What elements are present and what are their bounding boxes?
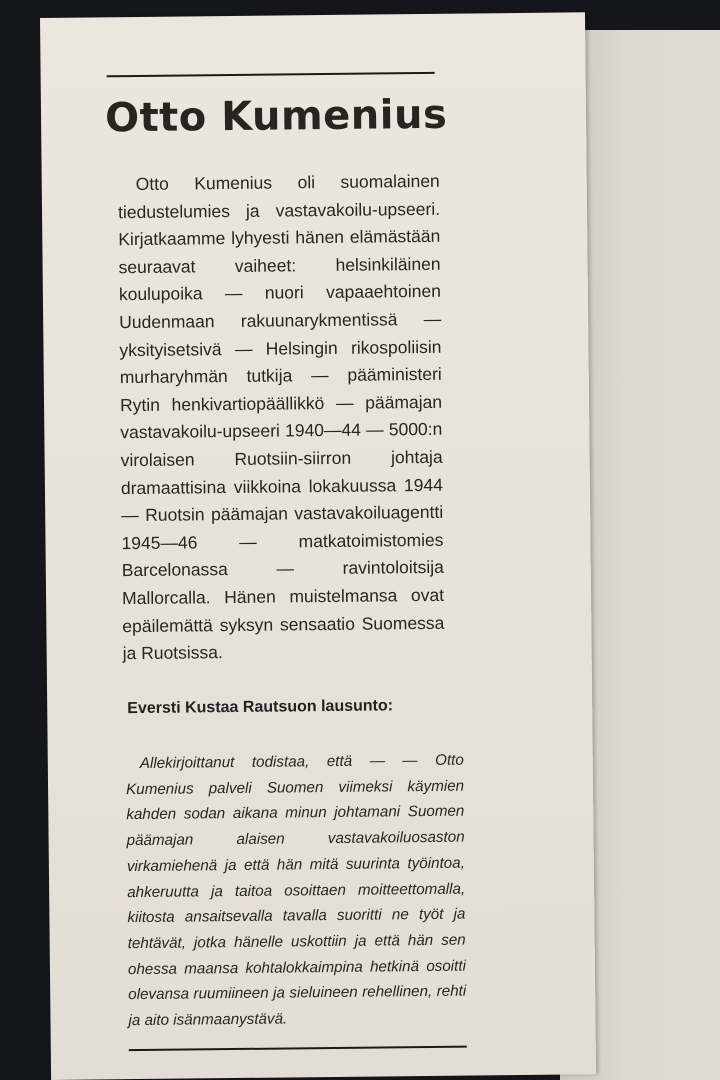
statement-text: Allekirjoittanut todistaa, että — — Otto Kumenius palveli Suomen viimeksi käymien kahden sodan aikana minun johtamani Suomen päämajan alaisen vastavakoiluosaston virkamiehenä ja että hän mitä suurinta työintoa, ahkeruutta ja taitoa osoittaen moitteettomalla, kiitosta ansaitsevalla tavalla suoritti ne työt ja tehtävät, jotka hänelle uskottiin ja että hän sen ohessa maansa kohtalokkaimpina hetkinä osoitti olevansa ruumiineen ja sieluineen rehellinen, rehti ja aito isänmaanystävä. bbox=[125, 751, 467, 1030]
page-title: Otto Kumenius bbox=[104, 91, 448, 142]
statement-heading: Eversti Kustaa Rautsuon lausunto: bbox=[127, 697, 394, 718]
book-flap-page bbox=[40, 12, 596, 1080]
bottom-divider bbox=[129, 1046, 467, 1052]
top-divider bbox=[107, 72, 435, 77]
intro-paragraph: Otto Kumenius oli suomalainen tiedustelumies ja vastavakoilu-upseeri. Kirjatkaamme lyhyesti hänen elämästään seuraavat vaiheet: helsinkiläinen koulupoika — nuori vapaaehtoinen Uudenmaan rakuunarykmentissä — yksityisetsivä — Helsingin rikospoliisin murharyhmän tutkija — pääministeri Rytin henkivartiopäällikkö — päämajan vastavakoilu-upseeri 1940—44 — 5000:n virolaisen Ruotsiin-siirron johtaja dramaattisina viikkoina lokakuussa 1944 — Ruotsin päämajan vastavakoiluagentti 1945—46 — matkatoimistomies Barcelonassa — ravintoloitsija Mallorcalla. Hänen muistelmansa ovat epäilemättä syksyn sensaatio Suomessa ja Ruotsissa. bbox=[117, 170, 445, 664]
